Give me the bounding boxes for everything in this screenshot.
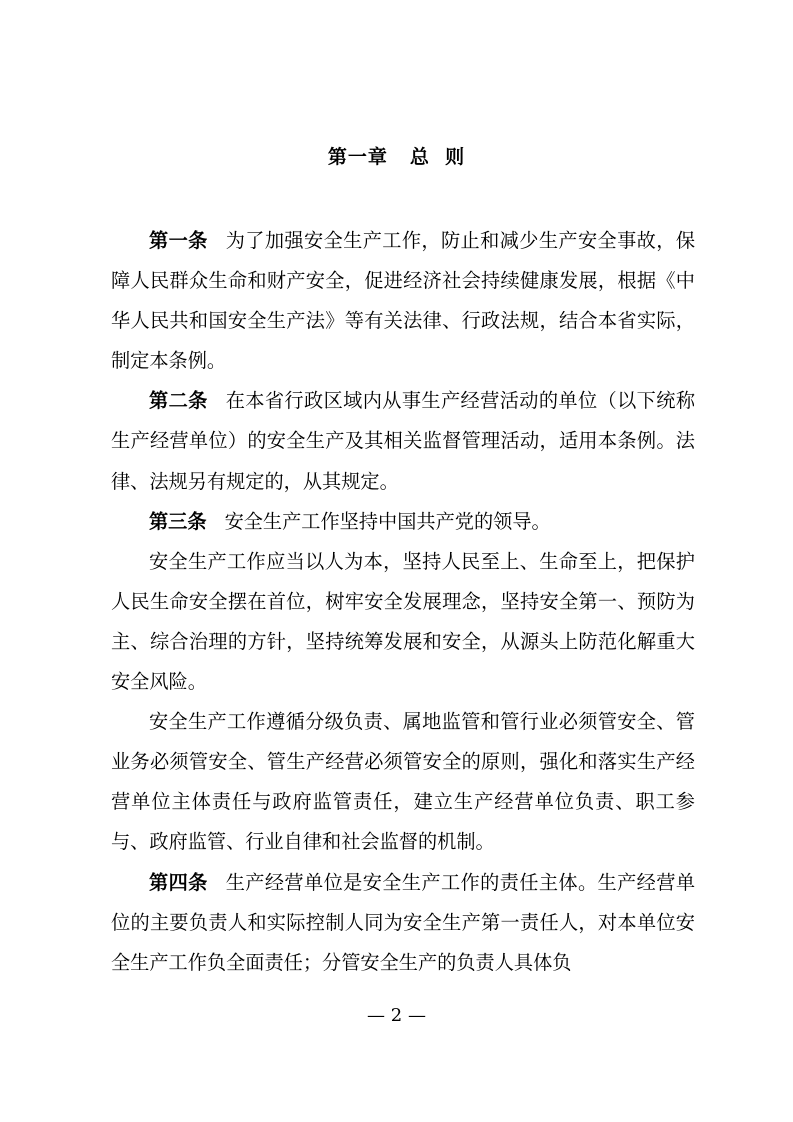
- page-number: — 2 —: [367, 1005, 426, 1026]
- article-paragraph: [111, 863, 695, 983]
- article-number: 第三条: [149, 509, 207, 533]
- chapter-label: 第一章: [327, 146, 388, 168]
- article-text: 在本省行政区域内从事生产经营活动的单位（以下统称生产经营单位）的安全生产及其相关监督管理活动，适用本条例。法律、法规另有规定的，从其规定。: [111, 389, 696, 493]
- article-paragraph: [111, 221, 695, 381]
- chapter-heading: [0, 143, 793, 171]
- article-paragraph: [111, 381, 695, 501]
- body-paragraph: [111, 542, 695, 702]
- article-number: 第二条: [149, 389, 208, 413]
- paragraph-text: 安全生产工作遵循分级负责、属地监管和管行业必须管安全、管业务必须管安全、管生产经营必须管安全的原则，强化和落实生产经营单位主体责任与政府监管责任，建立生产经营单位负责、职工参与、政府监管、行业自律和社会监督的机制。: [111, 710, 695, 854]
- article-number: 第四条: [149, 870, 208, 894]
- document-body: [111, 221, 695, 983]
- body-paragraph: [111, 702, 695, 862]
- article-text: 为了加强安全生产工作，防止和减少生产安全事故，保障人民群众生命和财产安全，促进经济社会持续健康发展，根据《中华人民共和国安全生产法》等有关法律、行政法规，结合本省实际，制定本条例。: [111, 229, 696, 373]
- paragraph-text: 安全生产工作应当以人为本，坚持人民至上、生命至上，把保护人民生命安全摆在首位，树牢安全发展理念，坚持安全第一、预防为主、综合治理的方针，坚持统筹发展和安全，从源头上防范化解重大安全风险。: [111, 549, 695, 694]
- article-text: 生产经营单位是安全生产工作的责任主体。生产经营单位的主要负责人和实际控制人同为安全生产第一责任人，对本单位安全生产工作负全面责任；分管安全生产的负责人具体负: [111, 870, 696, 974]
- article-number: 第一条: [149, 229, 208, 252]
- article-text: 安全生产工作坚持中国共产党的领导。: [224, 509, 551, 533]
- article-paragraph: [111, 502, 695, 542]
- chapter-title: 总 则: [409, 146, 466, 168]
